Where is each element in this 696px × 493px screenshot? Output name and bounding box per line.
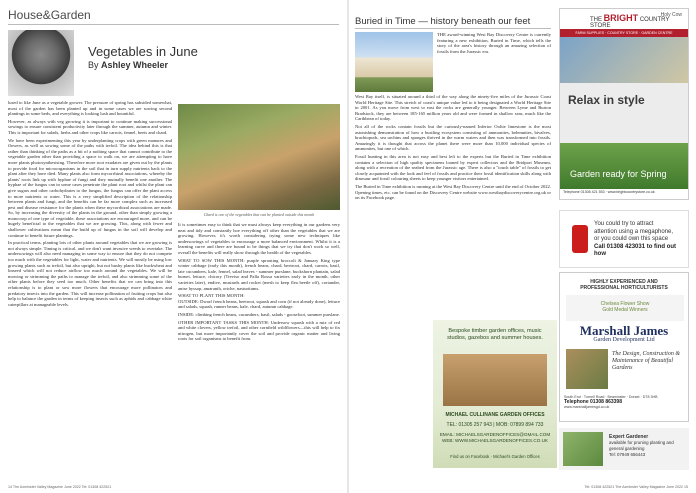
expert-gardener-ad[interactable]	[559, 428, 689, 470]
left-page	[0, 0, 347, 493]
ad-line: attention using a megaphone,	[594, 228, 674, 235]
paragraph: THE award-winning West Bay Discovery Centre is currently featuring a new exhibition, Buried in Time, which tells the story of the area's history through an amazing selection of fossils from the Jurassic era.	[437, 32, 551, 54]
section-title: House&Garden	[8, 8, 91, 22]
discovery-centre-photo	[355, 32, 433, 92]
garden-photo	[560, 143, 688, 189]
telephone-icon	[572, 225, 588, 253]
page-folio: 14 The Axminster Valley Magazine June 2022 Tel: 01308 422521	[8, 485, 112, 489]
paragraph: In practical terms, planting lots of other plants around vegetables that we are growing is not always simple. Timing is critical, and we don't want invasive weeds to overtake. The undersowings will also need managing in some way to ensure that they do not compete too much with the vegetables for light, water and nutrients. We will mostly be using low growing plants such as trefoil, but also upright, but not bushy plants like buckwheat and linseed which will not reduce airflow too much around the vegetables. We will be mowing or strimming the paths to manage the trefoil, and also strimming some of the other plants before they seed too much. Other benefits that we can bring into this relationship is to plant or sow more flowers that encourage more pollinators and predatory insects into the garden. This will increase pollination of fruiting crops but also help to balance the garden in terms of keeping insects such as aphids and cabbage white caterpillars at manageable levels.	[8, 240, 172, 307]
bright-country-store-ad[interactable]	[559, 8, 689, 200]
paragraph: West Bay itself, is situated around a third of the way along the ninety-five miles of the Jurassic Coast World Heritage Site. This stretch of coast's unique value led to it being designated a World Heritage Site in 2001. As you move from west to east the rocks are generally younger. Between Lyme and Burton Bradstock, they are between 185-165 million years old and were formed in shallow seas, much like the Caribbean of today.	[355, 94, 551, 122]
website: WEB: WWW.MICHAELSGARDENOFFICES.CO.UK	[442, 438, 548, 443]
paragraph: WHAT TO SOW THIS MONTH: purple sprouting broccoli & January King type winter cabbage (early this month), french beans, chard, beetroot, chard, carrots, basil, late cucumbers, kale, fennel, salad leaves - summer purslane, buckshorn plantain, salad burnet, lettuce, chicory (Treviso and Palla Rossa varieties early in the month, other varieties later), endive, mustards and rocket (mesh to keep flea beetle off), coriander, anise hyssop, amaranth, oriche, nasturtiums.	[178, 257, 340, 291]
ad-call: Call 01308 423031 to find out how	[594, 243, 677, 258]
ad-strip: FARM SUPPLIES · COUNTRY STORE · GARDEN CENTRE	[560, 29, 688, 37]
author-portrait	[8, 30, 74, 96]
ad-heading: HIGHLY EXPERIENCED AND	[590, 279, 658, 285]
paragraph: WHAT TO PLANT THIS MONTH:	[178, 293, 245, 299]
email: EMAIL: MICHAELSGARDENOFFICES@GMAIL.COM	[439, 432, 551, 437]
article-column-2	[178, 222, 340, 478]
plants-photo	[563, 432, 603, 466]
paragraph: The Buried in Time exhibition is running at the West Bay Discovery Centre until the end of October 2022. Opening times, etc. can be found on the Discovery Centre website www.westbaydiscoverycentre.org.uk or on its Facebook page.	[355, 183, 551, 201]
garden-office-photo	[443, 354, 547, 406]
ad-heading: PROFESSIONAL HORTICULTURISTS	[580, 285, 668, 291]
ad-title: Expert Gardener	[609, 434, 649, 440]
headline-rule	[355, 28, 551, 29]
paragraph: It is sometimes easy to think that we must always keep everything in our gardens very neat and tidy and constantly hoe everything off other than the vegetables that we are growing. However, it's worth considering trying some new techniques like undersowings of vegetables to encourage a more balanced environment. Whilst it is a learning curve and there are bound to be things that we try that don't work so well, overall the benefits will really show through the health of the vegetables.	[178, 222, 340, 255]
ad-line: You could try to attract	[594, 221, 654, 227]
article-body	[355, 94, 551, 316]
right-page	[349, 0, 696, 493]
contact-info: South End · Turnell Road · Beaminster · Dorset · DT8 3HB Telephone 01308 863398 www.marshalljamesgd.co.uk	[564, 395, 658, 409]
cullinane-garden-offices-ad[interactable]	[433, 320, 557, 468]
paragraph: Fossil hunting in this area is not easy and best left to the experts but the Buried in Time exhibition contains a selection of high quality specimens loaned by expert collectors and the Bridport Museum, along with a recreation of the seabed from the Jurassic age. There is also a "touch table" of fossils to get closely acquainted with the look and feel of fossils and practice their fossil identification skills along with dinosaur and fossil colouring sheets to keep younger visitors entertained.	[355, 153, 551, 182]
facebook-link: Find us on Facebook · Michael's Garden Offices	[450, 454, 540, 459]
ad-footer: Telephone 01308 421 553 · www.brightcountrystore.co.uk	[560, 189, 688, 200]
paragraph: lused to like June as a vegetable grower. The pressure of spring has subsided somewhat, most of the garden has been planted up and in some cases we are sowing second plantings in some beds, and everything is looking lush and bountiful.	[8, 100, 172, 117]
ad-phone: Tel: 07949 656443	[609, 452, 646, 457]
chelsea-badge: Chelsea Flower Show Gold Medal Winners	[566, 295, 684, 321]
article-headline: Buried in Time — history beneath our feet	[355, 16, 531, 27]
paragraph: OUTSIDE: Dwarf french beans, beetroot, squash and corn (if not already done), lettuce and salads, squash, runner beans, kale, chard, autumn cabbage.	[178, 298, 340, 310]
garden-ready-text: Garden ready for Spring	[570, 169, 667, 179]
article-title: Vegetables in June	[88, 44, 198, 59]
article-column-1	[8, 100, 172, 478]
advertise-here-ad[interactable]	[559, 210, 689, 268]
ad-title: Bespoke timber garden offices, music studios, gazebos and summer houses.	[447, 328, 543, 341]
article-intro	[437, 32, 551, 92]
ad-line: available for pruning planting and general gardening	[609, 440, 674, 451]
page-folio: Tel: 01308 422521 The Axminster Valley Magazine June 2022 15	[584, 485, 688, 489]
article-byline: By Ashley Wheeler	[88, 60, 169, 70]
paragraph: INSIDE: climbing french beans, cucumbers, basil, salads - goosefoot, summer purslane.	[178, 311, 340, 317]
garden-furniture-photo	[560, 37, 688, 83]
company-name: MICHAEL CULLINANE GARDEN OFFICES	[445, 412, 545, 418]
relax-heading: Relax in style	[568, 93, 645, 107]
paragraph: OTHER IMPORTANT TASKS THIS MONTH: Undersow squash with a mix of red and white clovers, yellow trefoil, and other cornfield wildflowers—this will help to fix nitrogen, but more importantly cover the soil and provide organic matter and living roots for soil organisms to benefit from.	[178, 319, 340, 342]
services-text: The Design, Construction & Maintenance of Beautiful Gardens	[612, 351, 681, 371]
holy-cow-logo: Holy Cow	[660, 12, 682, 18]
paragraph: However, as always with veg growing it is important to continue making successional sowings to ensure consistent productivity later through the summer, autumn and winter. This is important for salads, herbs and other crops like carrots, fennel, beets and chard.	[8, 118, 172, 135]
company-subtitle: Garden Development Ltd	[593, 337, 655, 343]
marshall-james-logo: Marshall James	[579, 323, 669, 338]
paragraph: Not all of the rocks contain fossils but the curiously-named Inferior Oolite limestone is the most astonishing demonstration of how a bustling ecosystem consisting of ammonites, belemnites, bivalves, brachiopods, sea urchins and sponges thrived in the warm waters and then was transformed into fossils. Amazingly it is thought that across the planet there were more than 10,000 individual species of ammonites, but one of which.	[355, 123, 551, 152]
garden-photo	[566, 349, 608, 389]
paragraph: We have been experimenting this year by underplanting crops with green manures and flowers, as well as sowing some of the paths with trefoil. The idea behind this is that rather than thinking of the paths as a bit of a nothing space that cannot contribute to the vegetable garden other than providing a space to walk on, we are attempting to have more plants photosynthesising. Therefore more root exudates are given out by the plants to provide food for microorganisms in the soil that in turn supply nutrients back to the plant after they have died. Many plants also form mycorrhizal associations, whereby the plants' roots link up with hyphae of fungi and they mutually benefit one another. The hyphae of the fungus can in some cases penetrate the plant root and whilst the plant can give sugars and other carbohydrates to the fungus, the fungus can offer the plant access to more nutrients or water. This is a very simplified description of the relationship between plants and fungi, and the benefits can be far more complex such as increased pest and disease resistance for the plants when these mycorrhizal associations are made. So, by increasing the diversity of the plants in the ground, other than simply growing a monocrop of one type of vegetable, these associations are encouraged more, and can be hugely beneficial to the vegetables that we are growing. This, along with fewer and shallower cultivations mean that the build up of fungus in the soil will develop and continue to benefit future plantings.	[8, 137, 172, 238]
photo-caption: Chard is one of the vegetables that can be planted outside this month	[203, 212, 315, 217]
marshall-james-ad[interactable]	[559, 272, 689, 422]
section-rule	[8, 24, 339, 25]
bright-logo: THE BRIGHT COUNTRY STORE	[590, 13, 670, 29]
ad-line: or you could own this space	[594, 236, 669, 243]
phone-numbers: TEL: 01305 257 943 | MOB: 07899 894 733	[446, 422, 544, 428]
chard-photo	[178, 104, 340, 210]
